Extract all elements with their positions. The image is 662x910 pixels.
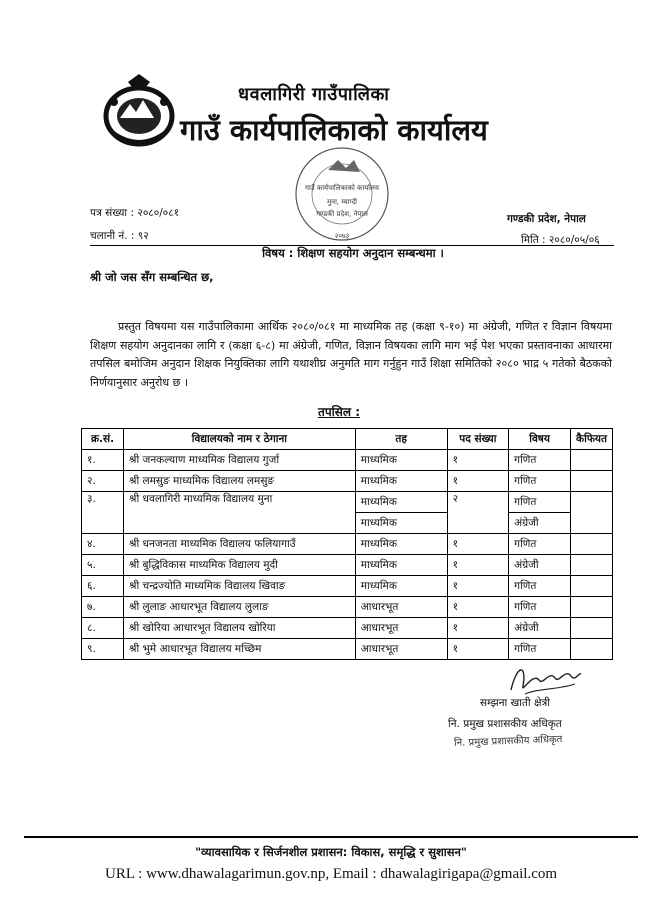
- cell-subject: गणित: [509, 639, 571, 660]
- cell-level: माध्यमिक: [355, 471, 447, 492]
- signatory-stamp: नि. प्रमुख प्रशासकीय अधिकृत: [453, 734, 563, 749]
- footer-contact: URL : www.dhawalagarimun.gov.np, Email : dhawalagirigapa@gmail.com: [104, 866, 558, 882]
- stamp-line4: २०७३: [334, 232, 350, 240]
- cell-subject: गणित: [509, 597, 571, 618]
- cell-sn: ८.: [82, 618, 124, 639]
- table-row: [82, 534, 613, 555]
- table-row: [82, 597, 613, 618]
- cell-subject: गणित: [509, 450, 571, 471]
- cell-posts: १: [447, 450, 509, 471]
- cell-posts: १: [447, 471, 509, 492]
- cell-sn: ५.: [82, 555, 124, 576]
- signatory-name: सम्झना खाती क्षेत्री: [480, 697, 550, 709]
- cell-posts: १: [447, 576, 509, 597]
- table-row: [82, 576, 613, 597]
- cell-posts: २: [447, 492, 509, 534]
- table-row: [82, 492, 613, 513]
- letter-subject: विषय : शिक्षण सहयोग अनुदान सम्बन्धमा ।: [262, 246, 444, 260]
- cell-subject: अंग्रेजी: [509, 555, 571, 576]
- cell-school: श्री धनजनता माध्यमिक विद्यालय फलियागाउँ: [124, 534, 356, 555]
- cell-sn: ९.: [82, 639, 124, 660]
- cell-level: आधारभूत: [355, 639, 447, 660]
- signatory-title: नि. प्रमुख प्रशासकीय अधिकृत: [448, 718, 562, 730]
- cell-school: श्री लुलाङ आधारभूत विद्यालय लुलाङ: [124, 597, 356, 618]
- cell-school: श्री भुमे आधारभूत विद्यालय मच्छिम: [124, 639, 356, 660]
- cell-level: आधारभूत: [355, 597, 447, 618]
- cell-remarks: [571, 576, 613, 597]
- cell-level: माध्यमिक: [355, 513, 447, 534]
- table-row: [82, 471, 613, 492]
- school-table: [81, 428, 613, 660]
- cell-subject: गणित: [509, 492, 571, 513]
- footer-motto: "व्यावसायिक र सिर्जनशील प्रशासन: विकास, समृद्धि र सुशासन": [195, 845, 467, 859]
- cell-remarks: [571, 492, 613, 534]
- cell-level: माध्यमिक: [355, 534, 447, 555]
- dispatch-number: चलानी नं. : ९२: [90, 230, 149, 242]
- org-name: धवलागिरी गाउँपालिका: [238, 84, 390, 105]
- col-header-subject: विषय: [509, 429, 571, 450]
- office-stamp: [290, 142, 394, 246]
- col-header-level: तह: [355, 429, 447, 450]
- cell-level: आधारभूत: [355, 618, 447, 639]
- cell-subject: गणित: [509, 471, 571, 492]
- cell-school: श्री चन्द्रज्योति माध्यमिक विद्यालय खिवाङ: [124, 576, 356, 597]
- cell-remarks: [571, 471, 613, 492]
- cell-school: श्री लमसुङ माध्यमिक विद्यालय लमसुङ: [124, 471, 356, 492]
- table-row: [82, 639, 613, 660]
- cell-posts: १: [447, 618, 509, 639]
- province: गण्डकी प्रदेश, नेपाल: [507, 213, 586, 225]
- col-header-posts: पद संख्या: [447, 429, 509, 450]
- cell-posts: १: [447, 639, 509, 660]
- cell-remarks: [571, 534, 613, 555]
- stamp-line2: मुना, म्याग्दी: [327, 198, 357, 206]
- cell-sn: ४.: [82, 534, 124, 555]
- table-row: [82, 618, 613, 639]
- cell-remarks: [571, 555, 613, 576]
- table-header-row: [82, 429, 613, 450]
- cell-subject: अंग्रेजी: [509, 618, 571, 639]
- salutation: श्री जो जस सँग सम्बन्धित छ,: [90, 270, 214, 284]
- cell-subject: गणित: [509, 534, 571, 555]
- table-row: [82, 555, 613, 576]
- cell-sn: ३.: [82, 492, 124, 534]
- cell-level: माध्यमिक: [355, 576, 447, 597]
- letter-number: पत्र संख्या : २०८०/०८१: [90, 207, 180, 219]
- cell-sn: ६.: [82, 576, 124, 597]
- table-title: तपसिल :: [318, 405, 360, 419]
- footer-divider: [24, 836, 638, 838]
- cell-remarks: [571, 639, 613, 660]
- cell-remarks: [571, 450, 613, 471]
- signature: [505, 660, 585, 700]
- office-name: गाउँ कार्यपालिकाको कार्यालय: [180, 113, 488, 147]
- nepal-emblem-icon: [98, 72, 180, 150]
- letter-body: प्रस्तुत विषयमा यस गाउँपालिकामा आर्थिक २०८०/०८१ मा माध्यमिक तह (कक्षा ९-१०) मा अंग्रेजी, गणित र विज्ञान विषयमा शिक्षण सहयोग अनुदानका लागि र (कक्षा ६-८) मा अंग्रेजी, गणित, विज्ञान विषयका लागि माग भई पेश भएका प्रस्तावनाका आधारमा तपसिल बमोजिम अनुदान शिक्षक नियुक्तिका लागि यथाशीघ्र अनुमति माग गर्नुहुन गाउँ शिक्षा समितिको २०८० भाद्र ५ गतेको बैठकको निर्णयानुसार अनुरोध छ ।: [90, 320, 612, 389]
- cell-level: माध्यमिक: [355, 450, 447, 471]
- cell-level: माध्यमिक: [355, 492, 447, 513]
- cell-level: माध्यमिक: [355, 555, 447, 576]
- stamp-line1: गाउँ कार्यपालिकाको कार्यालय: [305, 184, 379, 192]
- cell-school: श्री जनकल्याण माध्यमिक विद्यालय गुर्जा: [124, 450, 356, 471]
- col-header-remarks: कैफियत: [571, 429, 613, 450]
- letter-date: मिति : २०८०/०५/०६: [521, 234, 600, 246]
- cell-sn: २.: [82, 471, 124, 492]
- cell-school: श्री खोरिया आधारभूत विद्यालय खोरिया: [124, 618, 356, 639]
- cell-subject: अंग्रेजी: [509, 513, 571, 534]
- cell-sn: १.: [82, 450, 124, 471]
- cell-posts: १: [447, 597, 509, 618]
- cell-remarks: [571, 618, 613, 639]
- col-header-sn: क्र.सं.: [82, 429, 124, 450]
- table-row: [82, 450, 613, 471]
- col-header-school: विद्यालयको नाम र ठेगाना: [124, 429, 356, 450]
- cell-school: श्री बुद्धिविकास माध्यमिक विद्यालय मुदी: [124, 555, 356, 576]
- cell-remarks: [571, 597, 613, 618]
- cell-sn: ७.: [82, 597, 124, 618]
- cell-school: श्री धवलागिरी माध्यमिक विद्यालय मुना: [124, 492, 356, 534]
- stamp-line3: गण्डकी प्रदेश, नेपाल: [316, 210, 368, 218]
- cell-posts: १: [447, 555, 509, 576]
- cell-posts: १: [447, 534, 509, 555]
- cell-subject: गणित: [509, 576, 571, 597]
